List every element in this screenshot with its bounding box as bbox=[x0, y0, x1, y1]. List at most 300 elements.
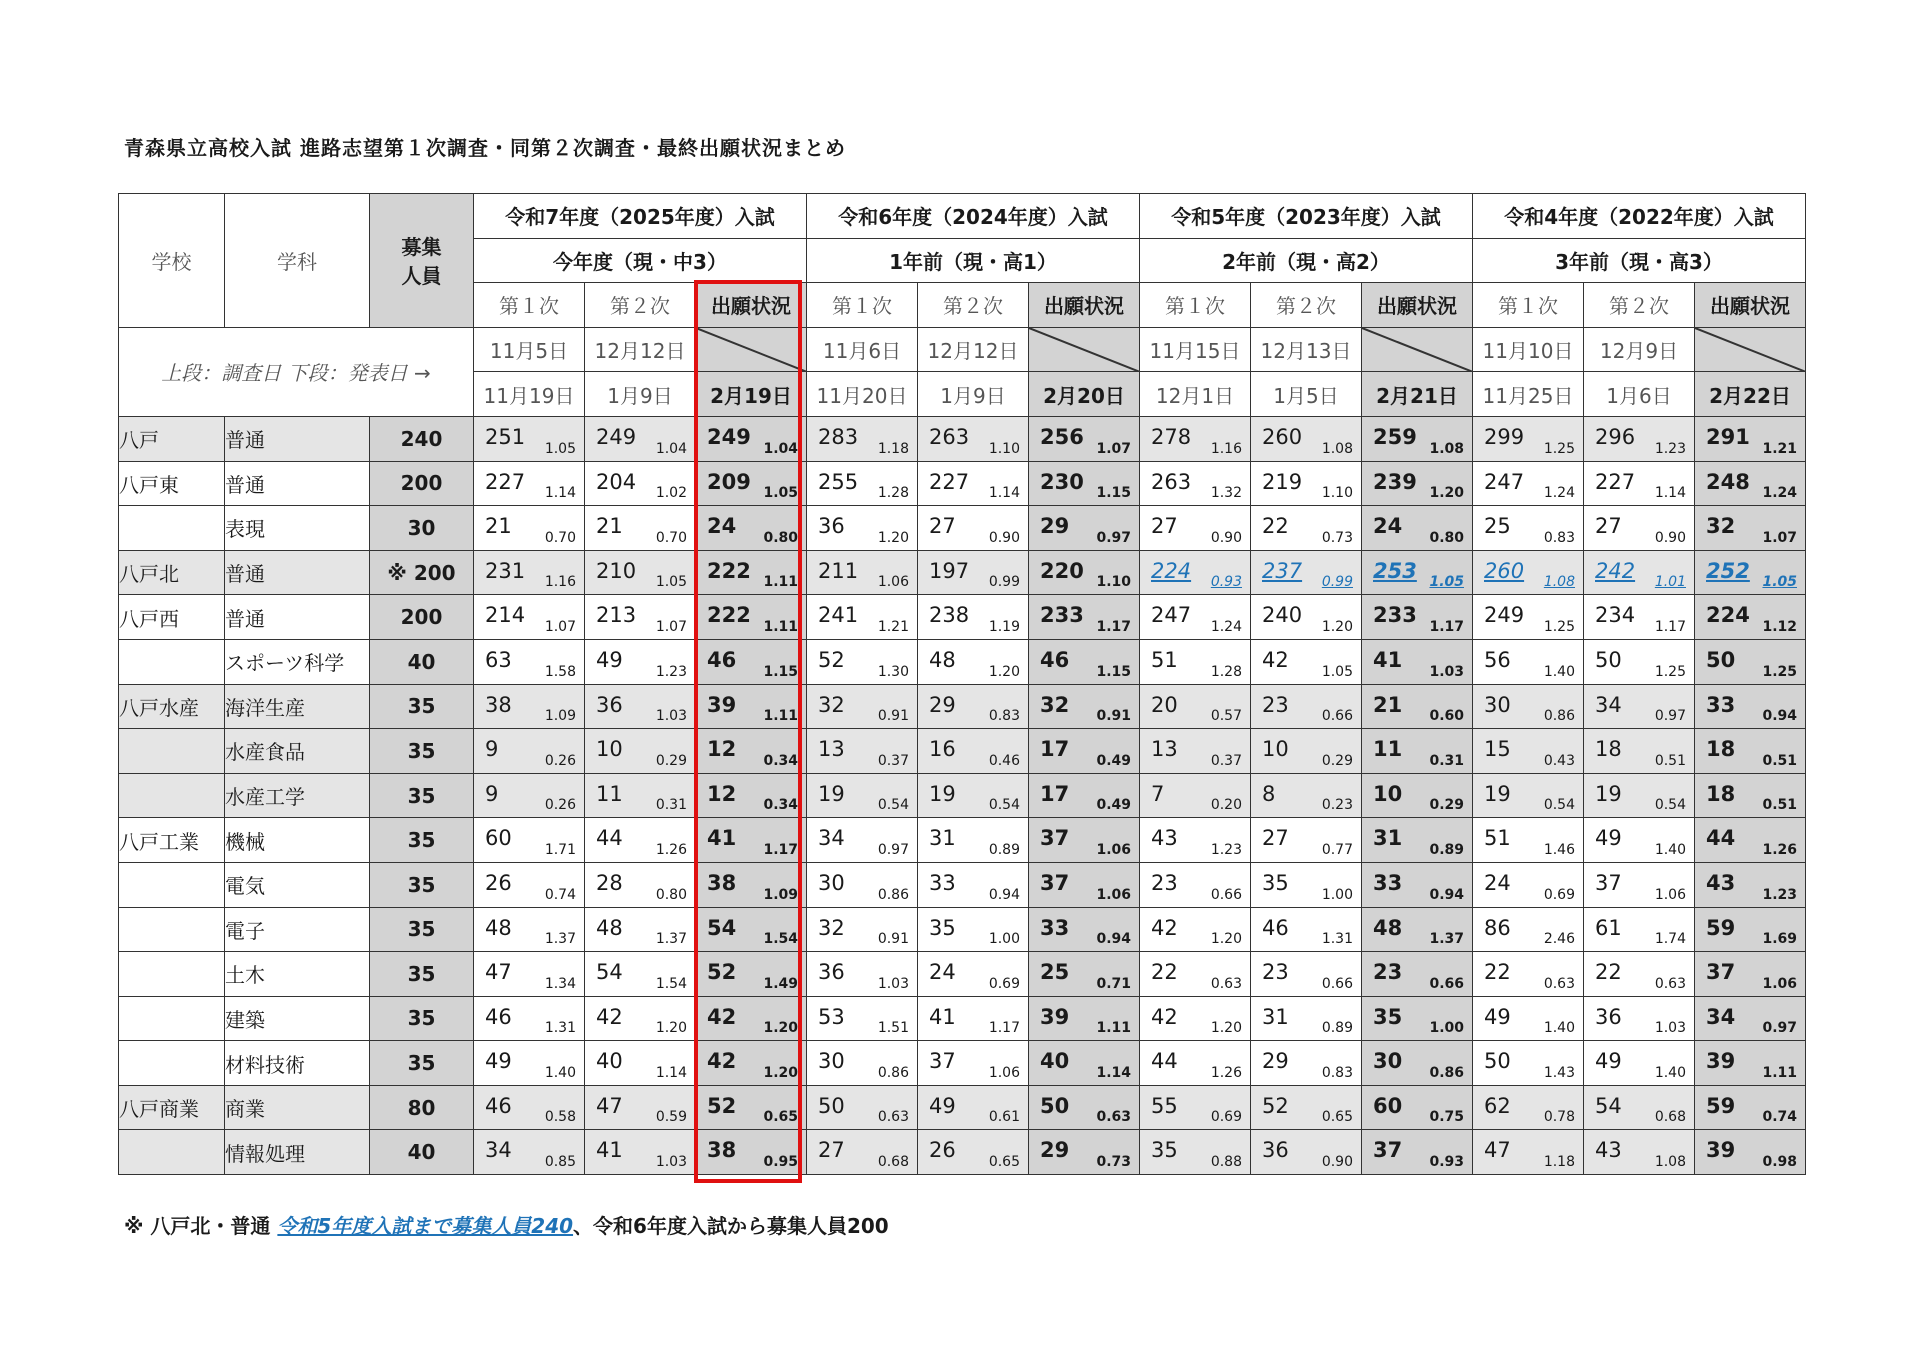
competition-ratio: 1.05 bbox=[655, 574, 687, 591]
competition-ratio: 1.05 bbox=[1429, 574, 1464, 591]
survey-count bbox=[1473, 1130, 1584, 1175]
survey-count bbox=[585, 1130, 696, 1175]
application-count bbox=[696, 416, 807, 461]
survey-count bbox=[807, 773, 918, 818]
survey-count bbox=[1251, 996, 1362, 1041]
survey-count[interactable] bbox=[1473, 550, 1584, 595]
dept-name: 土木 bbox=[225, 952, 370, 997]
applicant-number: 40 bbox=[1040, 1049, 1070, 1074]
applicant-number: 224 bbox=[1706, 603, 1750, 628]
competition-ratio: 1.21 bbox=[1762, 440, 1797, 457]
survey-count bbox=[1251, 1130, 1362, 1175]
competition-ratio: 0.66 bbox=[1429, 975, 1464, 992]
application-count bbox=[696, 952, 807, 997]
applicant-number: 50 bbox=[1040, 1093, 1070, 1118]
competition-ratio: 1.25 bbox=[1762, 663, 1797, 680]
application-count bbox=[1029, 550, 1140, 595]
competition-ratio: 0.86 bbox=[1429, 1064, 1464, 1081]
applicant-number: 21 bbox=[485, 514, 512, 539]
competition-ratio: 0.91 bbox=[877, 931, 909, 948]
competition-ratio: 1.23 bbox=[1654, 440, 1686, 457]
survey-count bbox=[807, 996, 918, 1041]
competition-ratio: 1.07 bbox=[544, 618, 576, 635]
applicant-number: 26 bbox=[929, 1138, 956, 1163]
dept-name: 普通 bbox=[225, 550, 370, 595]
table-row bbox=[119, 506, 1806, 551]
survey-count bbox=[1251, 907, 1362, 952]
applicant-number: 210 bbox=[596, 558, 637, 583]
survey-count bbox=[807, 862, 918, 907]
survey-count bbox=[1584, 907, 1695, 952]
applicant-number: 48 bbox=[485, 915, 512, 940]
competition-ratio: 0.26 bbox=[544, 797, 576, 814]
applicant-number: 44 bbox=[596, 826, 623, 851]
survey-count bbox=[1584, 506, 1695, 551]
application-count bbox=[1362, 416, 1473, 461]
applicant-number: 16 bbox=[929, 737, 956, 762]
applicant-number: 24 bbox=[1373, 514, 1403, 539]
diagonal-cell bbox=[1695, 327, 1806, 372]
table-row bbox=[119, 907, 1806, 952]
application-count bbox=[1695, 506, 1806, 551]
competition-ratio: 1.06 bbox=[1096, 886, 1131, 903]
table-row bbox=[119, 1130, 1806, 1175]
dept-name: 海洋生産 bbox=[225, 684, 370, 729]
survey-count bbox=[474, 818, 585, 863]
applicant-number: 20 bbox=[1151, 692, 1178, 717]
competition-ratio: 0.85 bbox=[544, 1154, 576, 1171]
competition-ratio: 1.40 bbox=[1654, 1064, 1686, 1081]
application-count bbox=[1029, 1130, 1140, 1175]
survey-count[interactable] bbox=[1251, 550, 1362, 595]
applicant-number: 11 bbox=[1373, 737, 1403, 762]
applicant-number: 25 bbox=[1484, 514, 1511, 539]
survey-count bbox=[1473, 1041, 1584, 1086]
applicant-number: 27 bbox=[1262, 826, 1289, 851]
capacity-value: 35 bbox=[370, 818, 474, 863]
survey-count bbox=[474, 1130, 585, 1175]
survey-count bbox=[918, 506, 1029, 551]
applicant-number: 33 bbox=[1373, 870, 1403, 895]
survey-count[interactable] bbox=[1140, 550, 1251, 595]
header-first-survey: 第１次 bbox=[807, 283, 918, 328]
competition-ratio: 0.98 bbox=[1762, 1154, 1797, 1171]
survey-count bbox=[585, 996, 696, 1041]
survey-count bbox=[1473, 1085, 1584, 1130]
survey-count bbox=[1140, 996, 1251, 1041]
applicant-number: 24 bbox=[707, 514, 737, 539]
applicant-number: 18 bbox=[1706, 737, 1736, 762]
competition-ratio: 1.17 bbox=[988, 1020, 1020, 1037]
header-year-sub-2: 2年前（現・高2） bbox=[1140, 238, 1473, 283]
competition-ratio: 0.43 bbox=[1543, 752, 1575, 769]
application-count bbox=[1362, 996, 1473, 1041]
header-dept: 学科 bbox=[225, 194, 370, 328]
applicant-number: 46 bbox=[485, 1093, 512, 1118]
application-count bbox=[1695, 773, 1806, 818]
competition-ratio: 0.97 bbox=[1654, 708, 1686, 725]
application-count bbox=[696, 996, 807, 1041]
competition-ratio: 1.51 bbox=[877, 1020, 909, 1037]
competition-ratio: 0.70 bbox=[655, 529, 687, 546]
competition-ratio: 1.40 bbox=[1543, 1020, 1575, 1037]
applicant-number: 239 bbox=[1373, 469, 1417, 494]
applicant-number: 26 bbox=[485, 870, 512, 895]
application-count[interactable] bbox=[1362, 550, 1473, 595]
application-count bbox=[696, 595, 807, 640]
applicant-number: 59 bbox=[1706, 1093, 1736, 1118]
applicant-number: 278 bbox=[1151, 424, 1192, 449]
applicant-number: 44 bbox=[1706, 826, 1736, 851]
competition-ratio: 0.83 bbox=[1321, 1064, 1353, 1081]
header-capacity: 募集 人員 bbox=[370, 194, 474, 328]
competition-ratio: 0.89 bbox=[1429, 841, 1464, 858]
header-application: 出願状況 bbox=[696, 283, 807, 328]
competition-ratio: 1.40 bbox=[1543, 663, 1575, 680]
competition-ratio: 1.16 bbox=[1210, 440, 1242, 457]
competition-ratio: 1.71 bbox=[544, 841, 576, 858]
competition-ratio: 1.06 bbox=[1096, 841, 1131, 858]
survey-count bbox=[1140, 818, 1251, 863]
survey-count bbox=[585, 639, 696, 684]
survey-count bbox=[1251, 461, 1362, 506]
survey-count bbox=[585, 773, 696, 818]
competition-ratio: 0.99 bbox=[988, 574, 1020, 591]
competition-ratio: 1.49 bbox=[763, 975, 798, 992]
footnote-link[interactable]: 令和5年度入試まで募集人員240 bbox=[277, 1214, 574, 1238]
applicant-number: 9 bbox=[485, 737, 499, 762]
capacity-value: 35 bbox=[370, 1041, 474, 1086]
survey-count bbox=[1140, 639, 1251, 684]
survey-count bbox=[585, 1085, 696, 1130]
application-count bbox=[696, 550, 807, 595]
applicant-number: 27 bbox=[929, 514, 956, 539]
header-year-sub-1: 1年前（現・高1） bbox=[807, 238, 1140, 283]
competition-ratio: 1.17 bbox=[1096, 618, 1131, 635]
survey-count bbox=[1584, 595, 1695, 640]
applicant-number: 22 bbox=[1484, 960, 1511, 985]
competition-ratio: 1.20 bbox=[988, 663, 1020, 680]
application-count bbox=[696, 862, 807, 907]
release-date: 11月25日 bbox=[1473, 372, 1584, 417]
application-count bbox=[1695, 684, 1806, 729]
survey-count bbox=[1584, 818, 1695, 863]
applicant-number: 233 bbox=[1373, 603, 1417, 628]
survey-count bbox=[1251, 684, 1362, 729]
applicant-number: 43 bbox=[1706, 870, 1736, 895]
applicant-number: 18 bbox=[1595, 737, 1622, 762]
competition-ratio: 0.78 bbox=[1543, 1109, 1575, 1126]
survey-count bbox=[474, 907, 585, 952]
application-count bbox=[1362, 684, 1473, 729]
school-name bbox=[119, 1041, 225, 1086]
applicant-number: 248 bbox=[1706, 469, 1750, 494]
header-application: 出願状況 bbox=[1029, 283, 1140, 328]
application-count bbox=[696, 1130, 807, 1175]
competition-ratio: 0.34 bbox=[763, 797, 798, 814]
applicant-number: 249 bbox=[1484, 603, 1525, 628]
competition-ratio: 0.83 bbox=[988, 708, 1020, 725]
header-application: 出願状況 bbox=[1362, 283, 1473, 328]
applicant-number: 23 bbox=[1262, 960, 1289, 985]
application-count bbox=[1695, 952, 1806, 997]
applicant-number: 241 bbox=[818, 603, 859, 628]
applicant-number: 27 bbox=[818, 1138, 845, 1163]
competition-ratio: 0.89 bbox=[988, 841, 1020, 858]
application-count bbox=[1362, 773, 1473, 818]
applicant-number: 10 bbox=[1373, 781, 1403, 806]
competition-ratio: 1.06 bbox=[1762, 975, 1797, 992]
school-name bbox=[119, 1130, 225, 1175]
survey-count bbox=[1584, 1130, 1695, 1175]
survey-count bbox=[918, 416, 1029, 461]
applicant-number: 36 bbox=[818, 960, 845, 985]
diagonal-cell bbox=[1029, 327, 1140, 372]
survey-count bbox=[1584, 416, 1695, 461]
applicant-number: 29 bbox=[1262, 1049, 1289, 1074]
survey-count bbox=[585, 416, 696, 461]
survey-count[interactable] bbox=[1584, 550, 1695, 595]
applicant-number: 237 bbox=[1262, 558, 1303, 583]
survey-count bbox=[585, 506, 696, 551]
competition-ratio: 0.99 bbox=[1321, 574, 1353, 591]
applicant-number: 35 bbox=[1373, 1004, 1403, 1029]
dept-name: 情報処理 bbox=[225, 1130, 370, 1175]
school-name: 八戸北 bbox=[119, 550, 225, 595]
application-count bbox=[1029, 773, 1140, 818]
survey-count bbox=[918, 1085, 1029, 1130]
survey-count bbox=[474, 550, 585, 595]
applicant-number: 260 bbox=[1484, 558, 1525, 583]
application-count bbox=[1362, 907, 1473, 952]
survey-count bbox=[1251, 729, 1362, 774]
competition-ratio: 0.66 bbox=[1210, 886, 1242, 903]
applicant-number: 46 bbox=[485, 1004, 512, 1029]
competition-ratio: 1.09 bbox=[763, 886, 798, 903]
header-first-survey: 第１次 bbox=[1140, 283, 1251, 328]
applicant-number: 34 bbox=[818, 826, 845, 851]
applicant-number: 13 bbox=[818, 737, 845, 762]
competition-ratio: 0.68 bbox=[877, 1154, 909, 1171]
competition-ratio: 0.63 bbox=[1543, 975, 1575, 992]
applicant-number: 47 bbox=[1484, 1138, 1511, 1163]
capacity-value: 80 bbox=[370, 1085, 474, 1130]
applicant-number: 238 bbox=[929, 603, 970, 628]
applicant-number: 249 bbox=[596, 424, 637, 449]
survey-count bbox=[1140, 907, 1251, 952]
applicant-number: 37 bbox=[1706, 960, 1736, 985]
release-date: 1月9日 bbox=[585, 372, 696, 417]
applicant-number: 39 bbox=[1706, 1138, 1736, 1163]
applicant-number: 19 bbox=[929, 781, 956, 806]
survey-count bbox=[807, 684, 918, 729]
header-year-3: 令和4年度（2022年度）入試 bbox=[1473, 194, 1806, 239]
application-count bbox=[1029, 952, 1140, 997]
application-count bbox=[1695, 907, 1806, 952]
survey-count bbox=[918, 550, 1029, 595]
competition-ratio: 0.69 bbox=[1210, 1109, 1242, 1126]
survey-count bbox=[474, 595, 585, 640]
competition-ratio: 2.46 bbox=[1543, 931, 1575, 948]
application-count bbox=[1029, 684, 1140, 729]
table-row bbox=[119, 639, 1806, 684]
header-first-survey: 第１次 bbox=[474, 283, 585, 328]
survey-count bbox=[1251, 1041, 1362, 1086]
applicant-number: 54 bbox=[596, 960, 623, 985]
competition-ratio: 0.80 bbox=[1429, 529, 1464, 546]
competition-ratio: 0.77 bbox=[1321, 841, 1353, 858]
survey-count bbox=[807, 416, 918, 461]
applicant-number: 32 bbox=[818, 692, 845, 717]
capacity-value: 30 bbox=[370, 506, 474, 551]
footnote bbox=[124, 1210, 889, 1239]
application-count bbox=[696, 639, 807, 684]
applicant-number: 49 bbox=[1484, 1004, 1511, 1029]
dept-name: 電気 bbox=[225, 862, 370, 907]
competition-ratio: 1.25 bbox=[1654, 663, 1686, 680]
application-count bbox=[696, 907, 807, 952]
competition-ratio: 0.31 bbox=[655, 797, 687, 814]
school-name bbox=[119, 907, 225, 952]
survey-count bbox=[474, 773, 585, 818]
applicant-number: 213 bbox=[596, 603, 637, 628]
competition-ratio: 1.00 bbox=[1429, 1020, 1464, 1037]
application-count bbox=[1695, 1130, 1806, 1175]
competition-ratio: 1.08 bbox=[1654, 1154, 1686, 1171]
competition-ratio: 0.61 bbox=[988, 1109, 1020, 1126]
application-count bbox=[1029, 506, 1140, 551]
applicant-number: 10 bbox=[596, 737, 623, 762]
competition-ratio: 0.75 bbox=[1429, 1109, 1464, 1126]
survey-count bbox=[1584, 773, 1695, 818]
table-row bbox=[119, 1041, 1806, 1086]
table-row bbox=[119, 416, 1806, 461]
competition-ratio: 0.93 bbox=[1429, 1154, 1464, 1171]
survey-count bbox=[1584, 684, 1695, 729]
survey-count bbox=[1251, 506, 1362, 551]
application-count bbox=[696, 684, 807, 729]
survey-date: 11月5日 bbox=[474, 327, 585, 372]
competition-ratio: 1.03 bbox=[1654, 1020, 1686, 1037]
application-count bbox=[1029, 729, 1140, 774]
competition-ratio: 1.74 bbox=[1654, 931, 1686, 948]
applicant-number: 52 bbox=[1262, 1093, 1289, 1118]
application-date: 2月22日 bbox=[1695, 372, 1806, 417]
header-second-survey: 第２次 bbox=[1584, 283, 1695, 328]
competition-ratio: 1.05 bbox=[1321, 663, 1353, 680]
survey-count bbox=[1473, 996, 1584, 1041]
release-date: 11月19日 bbox=[474, 372, 585, 417]
applicant-number: 39 bbox=[1706, 1049, 1736, 1074]
application-count bbox=[1362, 1085, 1473, 1130]
date-legend: 上段：調査日 下段：発表日 → bbox=[119, 327, 474, 416]
applicant-number: 52 bbox=[707, 960, 737, 985]
survey-count bbox=[807, 1085, 918, 1130]
competition-ratio: 0.66 bbox=[1321, 975, 1353, 992]
applicant-number: 46 bbox=[1262, 915, 1289, 940]
competition-ratio: 0.51 bbox=[1762, 752, 1797, 769]
table-row bbox=[119, 595, 1806, 640]
competition-ratio: 0.88 bbox=[1210, 1154, 1242, 1171]
survey-count bbox=[474, 996, 585, 1041]
page-title: 青森県立高校入試 進路志望第１次調査・同第２次調査・最終出願状況まとめ bbox=[124, 136, 846, 160]
applicant-number: 46 bbox=[707, 647, 737, 672]
diagonal-cell bbox=[1362, 327, 1473, 372]
applicant-number: 34 bbox=[485, 1138, 512, 1163]
survey-count bbox=[1584, 729, 1695, 774]
application-count[interactable] bbox=[1695, 550, 1806, 595]
survey-count bbox=[918, 461, 1029, 506]
application-count bbox=[1362, 639, 1473, 684]
competition-ratio: 1.11 bbox=[1762, 1064, 1797, 1081]
applicant-number: 42 bbox=[1151, 915, 1178, 940]
application-count bbox=[696, 773, 807, 818]
dept-name: 普通 bbox=[225, 461, 370, 506]
competition-ratio: 0.31 bbox=[1429, 752, 1464, 769]
competition-ratio: 1.24 bbox=[1543, 485, 1575, 502]
applicant-number: 11 bbox=[596, 781, 623, 806]
applicant-number: 222 bbox=[707, 558, 751, 583]
competition-ratio: 1.06 bbox=[1654, 886, 1686, 903]
competition-ratio: 0.46 bbox=[988, 752, 1020, 769]
dept-name: 普通 bbox=[225, 595, 370, 640]
survey-count bbox=[807, 639, 918, 684]
competition-ratio: 1.26 bbox=[1210, 1064, 1242, 1081]
school-name bbox=[119, 773, 225, 818]
competition-ratio: 0.91 bbox=[1096, 708, 1131, 725]
competition-ratio: 0.29 bbox=[1429, 797, 1464, 814]
survey-count bbox=[1584, 1041, 1695, 1086]
applicant-number: 40 bbox=[596, 1049, 623, 1074]
applicant-number: 51 bbox=[1484, 826, 1511, 851]
competition-ratio: 0.73 bbox=[1096, 1154, 1131, 1171]
survey-count bbox=[1473, 818, 1584, 863]
applicant-number: 7 bbox=[1151, 781, 1165, 806]
application-count bbox=[1029, 1041, 1140, 1086]
applicant-number: 13 bbox=[1151, 737, 1178, 762]
diagonal-cell bbox=[696, 327, 807, 372]
application-count bbox=[1029, 996, 1140, 1041]
school-name: 八戸工業 bbox=[119, 818, 225, 863]
competition-ratio: 1.23 bbox=[655, 663, 687, 680]
competition-ratio: 1.18 bbox=[1543, 1154, 1575, 1171]
applicant-number: 22 bbox=[1262, 514, 1289, 539]
survey-date: 12月12日 bbox=[918, 327, 1029, 372]
applicant-number: 227 bbox=[929, 469, 970, 494]
applicant-number: 211 bbox=[818, 558, 859, 583]
competition-ratio: 1.00 bbox=[1321, 886, 1353, 903]
survey-count bbox=[1140, 461, 1251, 506]
survey-count bbox=[1473, 461, 1584, 506]
application-count bbox=[1695, 416, 1806, 461]
applicant-number: 31 bbox=[1262, 1004, 1289, 1029]
applicant-number: 38 bbox=[707, 1138, 737, 1163]
applicant-number: 31 bbox=[929, 826, 956, 851]
applicant-number: 214 bbox=[485, 603, 526, 628]
survey-count bbox=[474, 461, 585, 506]
table-row bbox=[119, 952, 1806, 997]
applicant-number: 46 bbox=[1040, 647, 1070, 672]
applicant-number: 24 bbox=[929, 960, 956, 985]
competition-ratio: 1.01 bbox=[1654, 574, 1686, 591]
applicant-number: 60 bbox=[1373, 1093, 1403, 1118]
table-row bbox=[119, 862, 1806, 907]
applicant-number: 55 bbox=[1151, 1093, 1178, 1118]
competition-ratio: 1.03 bbox=[655, 1154, 687, 1171]
application-count bbox=[1362, 461, 1473, 506]
header-year-0: 令和7年度（2025年度）入試 bbox=[474, 194, 807, 239]
application-count bbox=[1695, 996, 1806, 1041]
